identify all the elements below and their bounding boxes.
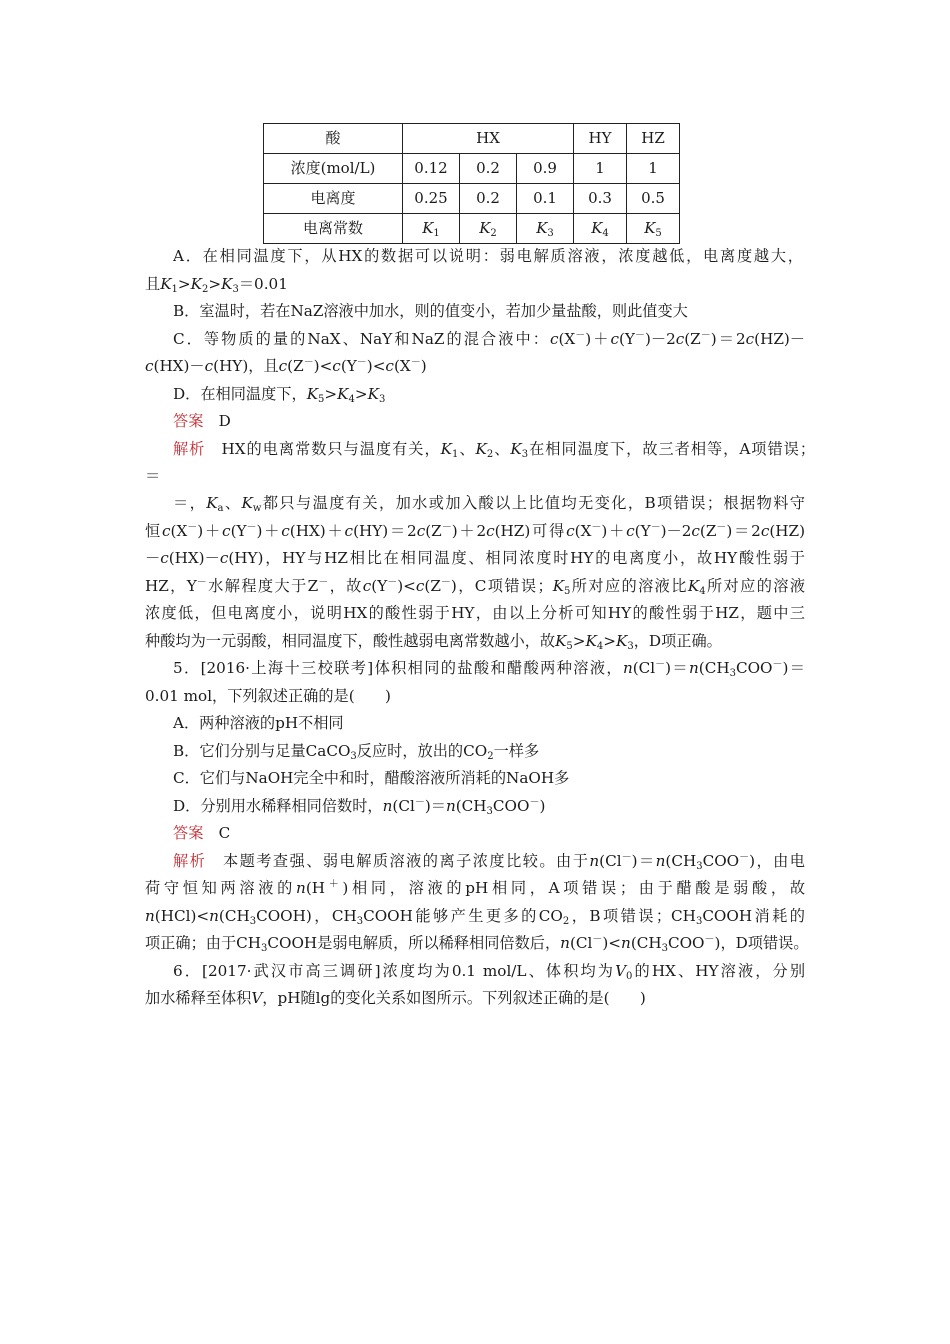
cell: $K_1$ bbox=[403, 214, 460, 244]
analysis-5-line4: 项正确；由于$CH_3COOH$是弱电解质，所以稀释相同倍数后，$n(Cl^-)<n(CH_3COO^-)$，D项错误。 bbox=[145, 934, 809, 954]
question-6-line1: 6．[2017·武汉市高三调研]浓度均为0.1 mol/L、体积均为$V_0$的HX、HY溶液，分别 bbox=[173, 962, 805, 981]
row-label: 浓度(mol/L) bbox=[264, 154, 403, 184]
table-row bbox=[264, 154, 680, 184]
header-acid: 酸 bbox=[264, 124, 403, 154]
label-mark: 答案 bbox=[173, 824, 204, 842]
row-label: 电离常数 bbox=[264, 214, 403, 244]
answer-4: 答案 D bbox=[173, 412, 231, 430]
table-row bbox=[264, 214, 680, 244]
analysis-4-line2: ＝ bbox=[145, 467, 161, 485]
cell: 0.2 bbox=[460, 154, 517, 184]
cell: 0.12 bbox=[403, 154, 460, 184]
cell: 0.2 bbox=[460, 184, 517, 214]
cell: $K_4$ bbox=[574, 214, 627, 244]
analysis-4-line6: HZ，Y－水解程度大于Z－，故c(Y－)<c(Z－)，C项错误；$K_5$所对应的溶液比$K_4$所对应的溶液 bbox=[145, 577, 805, 596]
analysis-4-line5: －c(HX)－c(HY)，HY与HZ相比在相同温度、相同浓度时HY的电离度小，故HY酸性弱于 bbox=[145, 549, 805, 567]
option-a-line1: A．在相同温度下，从HX的数据可以说明：弱电解质溶液，浓度越低，电离度越大， bbox=[173, 247, 803, 265]
analysis-4-line7: 浓度低，但电离度小，说明HX的酸性弱于HY，由以上分析可知HY的酸性弱于HZ，题中三 bbox=[145, 604, 805, 622]
header-hx: HX bbox=[403, 124, 574, 154]
analysis-5-line2: 荷守恒知两溶液的n(H＋)相同，溶液的pH相同，A项错误；由于醋酸是弱酸，故 bbox=[145, 879, 805, 897]
option-c-line2: c(HX)－c(HY)，且c(Z－)<c(Y－)<c(X－) bbox=[145, 357, 427, 375]
option-b: B．室温时，若在NaZ溶液中加水，则的值变小，若加少量盐酸，则此值变大 bbox=[173, 302, 688, 320]
analysis-4-line4: 恒c(X－)＋c(Y－)＋c(HX)＋c(HY)＝2c(Z－)＋2c(HZ)可得c(X－)＋c(Y－)－2c(Z－)＝2c(HZ) bbox=[145, 522, 805, 540]
row-label: 电离度 bbox=[264, 184, 403, 214]
label-mark: 解析 bbox=[173, 440, 206, 458]
analysis-4-line1: 解析 HX的电离常数只与温度有关，$K_1$、$K_2$、$K_3$在相同温度下，故三者相等，A项错误； bbox=[173, 440, 815, 459]
q5-option-c: C．它们与NaOH完全中和时，醋酸溶液所消耗的NaOH多 bbox=[173, 769, 570, 787]
analysis-4-line8: 种酸均为一元弱酸，相同温度下，酸性越弱电离常数越小，故$K_5>K_4>K_3$，D项正确。 bbox=[145, 632, 722, 652]
cell: $K_5$ bbox=[627, 214, 680, 244]
cell: 0.9 bbox=[517, 154, 574, 184]
option-c-line1: C．等物质的量的NaX、NaY和NaZ的混合液中：c(X－)＋c(Y－)－2c(Z－)＝2c(HZ)－ bbox=[173, 330, 805, 348]
cell: 0.1 bbox=[517, 184, 574, 214]
answer-5: 答案 C bbox=[173, 824, 231, 842]
header-hy: HY bbox=[574, 124, 627, 154]
cell: $K_3$ bbox=[517, 214, 574, 244]
cell: 0.25 bbox=[403, 184, 460, 214]
table-header-row bbox=[264, 124, 680, 154]
cell: $K_2$ bbox=[460, 214, 517, 244]
analysis-5-line1: 解析 本题考查强、弱电解质溶液的离子浓度比较。由于$n(Cl^-)=n(CH_3COO^-)$，由电 bbox=[173, 852, 805, 871]
label-mark: 答案 bbox=[173, 412, 204, 430]
header-hz: HZ bbox=[627, 124, 680, 154]
acid-data-table bbox=[263, 123, 680, 244]
question-6-line2: 加水稀释至体积V，pH随lg的变化关系如图所示。下列叙述正确的是( ) bbox=[145, 989, 646, 1007]
q5-option-b: B．它们分别与足量CaCO$_3$反应时，放出的$CO_2$一样多 bbox=[173, 742, 540, 762]
analysis-4-line3: ＝，$K_a$、$K_w$都只与温度有关，加水或加入酸以上比值均无变化，B项错误；根据物料守 bbox=[173, 494, 805, 513]
q5-option-d: D．分别用水稀释相同倍数时，$n(Cl^-)=n(CH_3COO^-)$ bbox=[173, 797, 546, 817]
analysis-5-line3: $n(HCl)<n(CH_3COOH)$，$CH_3COOH$能够产生更多的$CO_2$，B项错误；$CH_3COOH$消耗的 bbox=[145, 907, 805, 926]
option-d: D．在相同温度下，$K_5>K_4>K_3$ bbox=[173, 385, 386, 405]
table-row bbox=[264, 184, 680, 214]
option-a-line2: 且$K_1>K_2>K_3=0.01$ bbox=[145, 275, 288, 295]
cell: 0.5 bbox=[627, 184, 680, 214]
question-5-line2: 0.01 mol，下列叙述正确的是( ) bbox=[145, 687, 391, 705]
cell: 1 bbox=[574, 154, 627, 184]
cell: 0.3 bbox=[574, 184, 627, 214]
label-mark: 解析 bbox=[173, 852, 207, 870]
q5-option-a: A．两种溶液的pH不相同 bbox=[173, 714, 344, 732]
cell: 1 bbox=[627, 154, 680, 184]
question-5-line1: 5．[2016·上海十三校联考]体积相同的盐酸和醋酸两种溶液，$n(Cl^-)=n(CH_3COO^-)=$ bbox=[173, 659, 805, 678]
